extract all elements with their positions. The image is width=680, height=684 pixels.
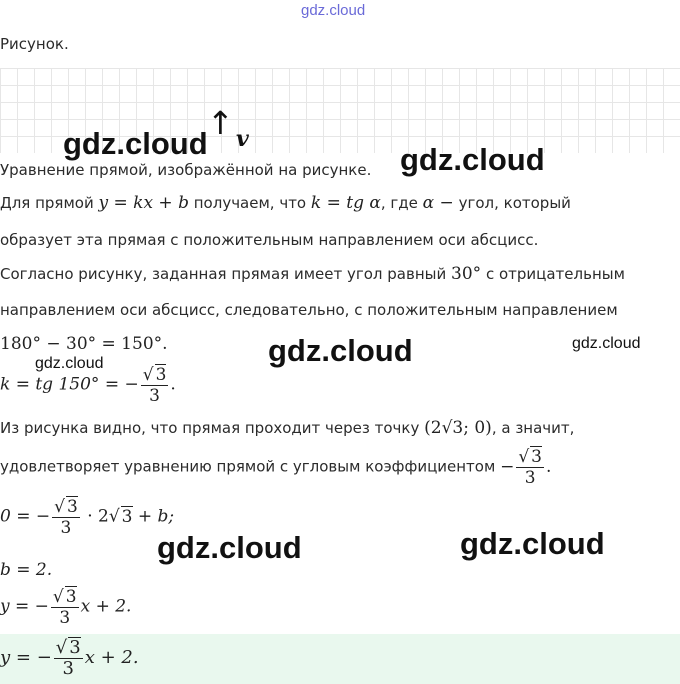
text: получаем, что: [193, 194, 307, 212]
text: угол, который: [458, 194, 571, 212]
math-expr: k = tg α: [310, 193, 381, 213]
math-expr: k = tg 150° = −: [0, 374, 139, 395]
text-line: [0, 193, 571, 213]
math-line: b = 2.: [0, 560, 53, 580]
text: Для прямой: [0, 194, 94, 212]
text-line: направлением оси абсцисс, следовательно, с положительным направлением: [0, 301, 618, 319]
text-line: Уравнение прямой, изображённой на рисунке.: [0, 161, 372, 179]
watermark: gdz.cloud: [460, 526, 605, 561]
watermark: gdz.cloud: [400, 142, 545, 177]
math-line: 180° − 30° = 150°.: [0, 334, 168, 354]
text: , где: [380, 194, 418, 212]
text: Из рисунка видно, что прямая проходит через точку: [0, 419, 420, 437]
math-expr: y = kx + b: [98, 193, 189, 213]
text: , а значит,: [491, 419, 575, 437]
text: с отрицательным: [485, 265, 625, 283]
math-line: k = tg 150° = − $\frac{√ 3}{3}$ .: [0, 365, 176, 406]
text: удовлетворяет уравнению прямой с угловым коэффициентом: [0, 457, 496, 476]
watermark: gdz.cloud: [63, 126, 208, 161]
fraction: $\frac{√ 3}{3}$: [142, 365, 167, 406]
figure-label: Рисунок.: [0, 35, 69, 53]
math-expr: α −: [422, 193, 454, 213]
axis-arrow-icon: ↑: [207, 104, 234, 142]
watermark-top: gdz.cloud: [301, 2, 366, 19]
math-expr: − $\frac{√ 3}{3}$ .: [500, 447, 552, 488]
text-line: [0, 418, 574, 438]
text-line: [0, 264, 625, 284]
math-line: y = − $\frac{√ 3}{3}$ x + 2.: [0, 587, 132, 628]
text: Согласно рисунку, заданная прямая имеет угол равный: [0, 265, 447, 283]
watermark: gdz.cloud: [35, 355, 104, 372]
watermark: gdz.cloud: [157, 530, 302, 565]
axis-label: v: [236, 126, 249, 152]
text-line: образует эта прямая с положительным направлением оси абсцисс.: [0, 231, 539, 249]
math-expr: 30°: [451, 264, 482, 284]
watermark: gdz.cloud: [268, 333, 413, 368]
math-point: (2√3; 0): [424, 418, 492, 438]
watermark: gdz.cloud: [572, 335, 641, 352]
math-line: 0 = − $\frac{√ 3}{3}$ · 2√ 3 + b;: [0, 497, 175, 538]
answer-line: y = − $\frac{√ 3}{3}$ x + 2.: [0, 637, 139, 679]
text-line: [0, 446, 551, 488]
